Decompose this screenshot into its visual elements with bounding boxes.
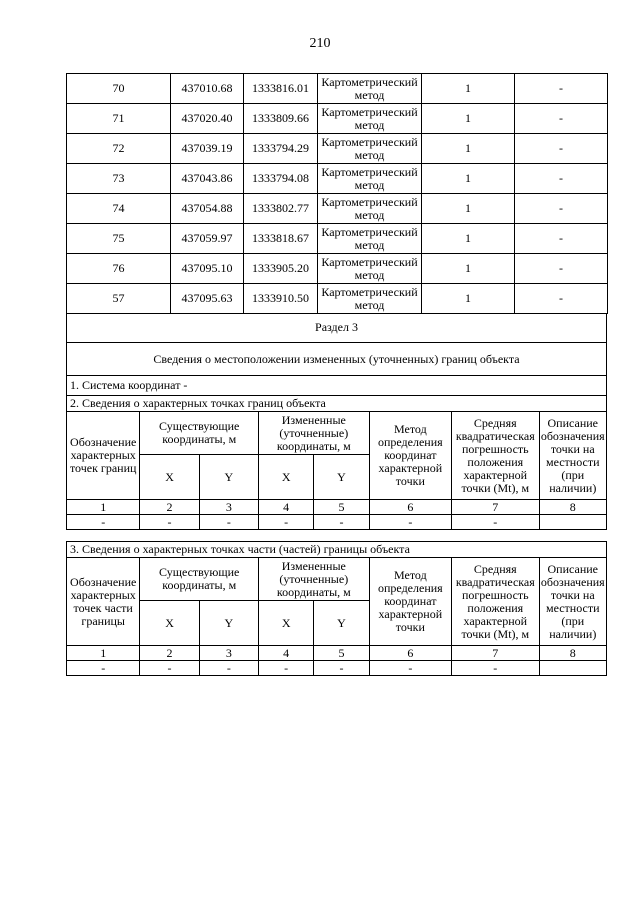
y-coordinate: 1333802.77	[244, 194, 318, 224]
x-coordinate: 437010.68	[171, 74, 244, 104]
point-row	[67, 194, 608, 224]
column-number: 7	[452, 500, 539, 515]
col-y-changed: Y	[314, 601, 369, 646]
point-number: 70	[67, 74, 171, 104]
col-accuracy: Средняя квадратическая погрешность положения характерной точки (Mt), м	[452, 412, 539, 500]
column-number: 5	[314, 646, 369, 661]
column-number: 2	[140, 646, 199, 661]
empty-cell: -	[199, 661, 258, 676]
col-description: Описание обозначения точки на местности (при наличии)	[539, 412, 606, 500]
col-existing-coords: Существующие координаты, м	[140, 558, 259, 601]
part2-title: 2. Сведения о характерных точках границ объекта	[67, 396, 607, 412]
accuracy-cell: 1	[422, 164, 515, 194]
column-numbers-row	[67, 500, 607, 515]
y-coordinate: 1333809.66	[244, 104, 318, 134]
column-number: 1	[67, 500, 140, 515]
point-number: 75	[67, 224, 171, 254]
empty-cell: -	[259, 661, 314, 676]
points-table	[66, 73, 608, 314]
method-cell: Картометрический метод	[318, 104, 422, 134]
point-row	[67, 134, 608, 164]
point-row	[67, 284, 608, 314]
empty-cell: -	[369, 515, 451, 530]
empty-cell: -	[140, 515, 199, 530]
description-cell: -	[515, 224, 608, 254]
x-coordinate: 437095.10	[171, 254, 244, 284]
col-changed-coords: Измененные (уточненные) координаты, м	[259, 412, 370, 455]
column-number: 7	[452, 646, 539, 661]
column-number: 2	[140, 500, 199, 515]
empty-cell	[539, 515, 606, 530]
column-numbers-row	[67, 646, 607, 661]
col-x-existing: X	[140, 455, 199, 500]
point-number: 74	[67, 194, 171, 224]
empty-cell: -	[452, 515, 539, 530]
method-cell: Картометрический метод	[318, 134, 422, 164]
method-cell: Картометрический метод	[318, 164, 422, 194]
y-coordinate: 1333794.08	[244, 164, 318, 194]
method-cell: Картометрический метод	[318, 254, 422, 284]
empty-cell: -	[314, 515, 369, 530]
point-number: 76	[67, 254, 171, 284]
point-number: 73	[67, 164, 171, 194]
accuracy-cell: 1	[422, 74, 515, 104]
description-cell: -	[515, 74, 608, 104]
column-number: 1	[67, 646, 140, 661]
accuracy-cell: 1	[422, 134, 515, 164]
method-cell: Картометрический метод	[318, 224, 422, 254]
description-cell: -	[515, 194, 608, 224]
col-point-label: Обозначение характерных точек части границы	[67, 558, 140, 646]
empty-cell: -	[199, 515, 258, 530]
x-coordinate: 437059.97	[171, 224, 244, 254]
y-coordinate: 1333794.29	[244, 134, 318, 164]
accuracy-cell: 1	[422, 224, 515, 254]
point-row	[67, 164, 608, 194]
point-number: 72	[67, 134, 171, 164]
col-y-existing: Y	[199, 455, 258, 500]
column-number: 8	[539, 500, 606, 515]
col-changed-coords: Измененные (уточненные) координаты, м	[259, 558, 370, 601]
empty-data-row	[67, 661, 607, 676]
accuracy-cell: 1	[422, 104, 515, 134]
empty-cell: -	[452, 661, 539, 676]
col-description: Описание обозначения точки на местности (при наличии)	[539, 558, 606, 646]
x-coordinate: 437095.63	[171, 284, 244, 314]
x-coordinate: 437020.40	[171, 104, 244, 134]
y-coordinate: 1333905.20	[244, 254, 318, 284]
coord-system-row: 1. Система координат -	[67, 376, 607, 396]
empty-cell	[539, 661, 606, 676]
column-number: 4	[259, 646, 314, 661]
column-number: 3	[199, 500, 258, 515]
column-number: 3	[199, 646, 258, 661]
empty-cell: -	[314, 661, 369, 676]
column-number: 8	[539, 646, 606, 661]
col-method: Метод определения координат характерной точки	[369, 558, 451, 646]
empty-cell: -	[259, 515, 314, 530]
col-y-changed: Y	[314, 455, 369, 500]
empty-cell: -	[67, 661, 140, 676]
x-coordinate: 437043.86	[171, 164, 244, 194]
point-row	[67, 254, 608, 284]
method-cell: Картометрический метод	[318, 74, 422, 104]
method-cell: Картометрический метод	[318, 284, 422, 314]
accuracy-cell: 1	[422, 254, 515, 284]
point-row	[67, 224, 608, 254]
description-cell: -	[515, 134, 608, 164]
y-coordinate: 1333816.01	[244, 74, 318, 104]
point-row	[67, 74, 608, 104]
x-coordinate: 437039.19	[171, 134, 244, 164]
section-title: Раздел 3	[67, 313, 606, 343]
page-number: 210	[309, 36, 331, 51]
part-points-table	[66, 541, 607, 676]
accuracy-cell: 1	[422, 284, 515, 314]
point-number: 71	[67, 104, 171, 134]
column-number: 6	[369, 646, 451, 661]
col-method: Метод определения координат характерной точки	[369, 412, 451, 500]
empty-cell: -	[369, 661, 451, 676]
col-y-existing: Y	[199, 601, 258, 646]
col-existing-coords: Существующие координаты, м	[140, 412, 259, 455]
section-3-header	[66, 313, 607, 376]
empty-cell: -	[140, 661, 199, 676]
column-number: 5	[314, 500, 369, 515]
x-coordinate: 437054.88	[171, 194, 244, 224]
description-cell: -	[515, 254, 608, 284]
part3-title: 3. Сведения о характерных точках части (частей) границы объекта	[67, 542, 607, 558]
y-coordinate: 1333910.50	[244, 284, 318, 314]
description-cell: -	[515, 284, 608, 314]
boundary-points-table	[66, 375, 607, 530]
method-cell: Картометрический метод	[318, 194, 422, 224]
col-x-changed: X	[259, 455, 314, 500]
empty-cell: -	[67, 515, 140, 530]
point-number: 57	[67, 284, 171, 314]
accuracy-cell: 1	[422, 194, 515, 224]
description-cell: -	[515, 164, 608, 194]
y-coordinate: 1333818.67	[244, 224, 318, 254]
column-number: 4	[259, 500, 314, 515]
col-x-existing: X	[140, 601, 199, 646]
empty-data-row	[67, 515, 607, 530]
column-number: 6	[369, 500, 451, 515]
description-cell: -	[515, 104, 608, 134]
point-row	[67, 104, 608, 134]
col-point-label: Обозначение характерных точек границ	[67, 412, 140, 500]
col-accuracy: Средняя квадратическая погрешность положения характерной точки (Mt), м	[452, 558, 539, 646]
section-subtitle: Сведения о местоположении измененных (уточненных) границ объекта	[153, 352, 520, 366]
col-x-changed: X	[259, 601, 314, 646]
